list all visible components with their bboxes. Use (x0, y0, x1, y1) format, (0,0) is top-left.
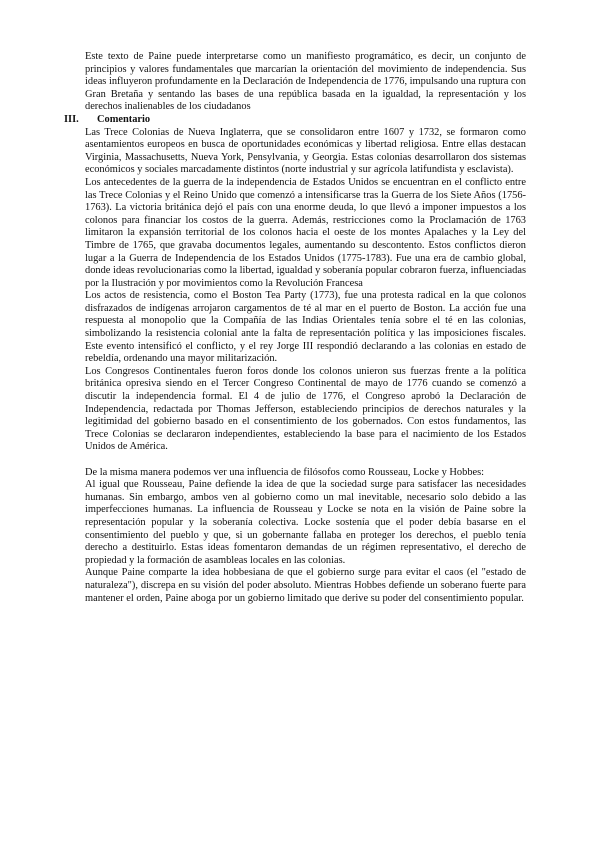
paragraph-resistencia: Los actos de resistencia, como el Boston Tea Party (1773), fue una protesta radical en la que colonos disfrazados de indígenas arrojaron cargamentos de té al mar en el puerto de Boston. La acción fue una respuesta al monopolio que la Compañía de las Indias Orientales tenía sobre el té en las colonias, simbolizando la resistencia colonial ante la falta de representación política y las imposiciones fiscales. Este evento intensificó el conflicto, y el rey Jorge III respondió declarando a las colonias en estado de rebeldía, ordenando una mayor militarización. (85, 290, 526, 365)
paragraph-hobbes: Aunque Paine comparte la idea hobbesiana de que el gobierno surge para evitar el caos (el "estado de naturaleza"), discrepa en su visión del poder absoluto. Mientras Hobbes defiende un soberano fuerte para mantener el orden, Paine aboga por un gobierno limitado que derive su poder del consentimiento popular. (85, 567, 526, 604)
section-heading (64, 113, 526, 127)
paragraph-antecedentes: Los antecedentes de la guerra de la independencia de Estados Unidos se encuentran en el conflicto entre las Trece Colonias y el Reino Unido que comenzó a intensificarse tras la Guerra de los Siete Años (1756-1763). La victoria británica dejó el país con una enorme deuda, lo que llevó a imponer impuestos a los colonos para financiar los costos de la guerra. Además, restricciones como la Proclamación de 1763 limitaron la expansión territorial de los colonos hacia el oeste de los montes Apalaches y la Ley del Timbre de 1765, que gravaba documentos legales, aumentando su descontento. Estos conflictos dieron lugar a la Guerra de Independencia de los Estados Unidos (1775-1783). Fue una era de cambio global, donde ideas revolucionarias como la libertad, igualdad y soberanía popular cobraron fuerza, influenciadas por la Ilustración y por movimientos como la Revolución Francesa (85, 176, 526, 289)
intro-paragraph: Este texto de Paine puede interpretarse como un manifiesto programático, es decir, un conjunto de principios y valores fundamentales que marcarían la orientación del movimiento de independencia. Sus ideas influyeron profundamente en la Declaración de Independencia de 1776, impulsando una ruptura con Gran Bretaña y sentando las bases de una república basada en la igualdad, la representación y los derechos inalienables de los ciudadanos (85, 51, 526, 113)
section-number: III. (64, 113, 79, 125)
paragraph-trece-colonias: Las Trece Colonias de Nueva Inglaterra, que se consolidaron entre 1607 y 1732, se formaron como asentamientos europeos en busca de oportunidades económicas y libertad religiosa. Entre ellas destacan Virginia, Massachusetts, Nueva York, Pensylvania, y Georgia. Estas colonias desarrollaron dos sistemas económicos y sociales marcadamente distintos (norte industrial y sur agrícola latifundista y esclavista). (85, 126, 526, 176)
paragraph-filosofos: De la misma manera podemos ver una influencia de filósofos como Rousseau, Locke y Hobbes: (85, 466, 485, 478)
paragraph-congresos: Los Congresos Continentales fueron foros donde los colonos unieron sus fuerzas frente a la política británica opresiva siendo en el Tercer Congreso Continental de mayo de 1776 cuando se comenzó a discutir la independencia formal. El 4 de julio de 1776, el Congreso aprobó la Declaración de Independencia, redactada por Thomas Jefferson, estableciendo principios de derechos naturales y la legitimidad del gobierno basado en el consentimiento de los gobernados. Con estos fundamentos, las Trece Colonias se declararon independientes, estableciendo la base para el nacimiento de los Estados Unidos de América. (85, 365, 526, 453)
section-title: Comentario (97, 113, 151, 125)
paragraph-rousseau-locke: Al igual que Rousseau, Paine defiende la idea de que la sociedad surge para satisfacer las necesidades humanas. Sin embargo, ambos ven al gobierno como un mal inevitable, necesario solo debido a las imperfecciones humanas. La influencia de Rousseau y Locke se nota en la visión de Paine sobre la representación popular y la soberanía colectiva. Locke sostenía que el poder debía basarse en el consentimiento del pueblo y que, si un gobernante fallaba en proteger los derechos, el pueblo tenía derecho a destituirlo. Estas ideas fomentaron demandas de un régimen representativo, el derecho de propiedad y la formación de asambleas locales en las colonias. (85, 479, 526, 566)
blank-line (85, 454, 526, 467)
